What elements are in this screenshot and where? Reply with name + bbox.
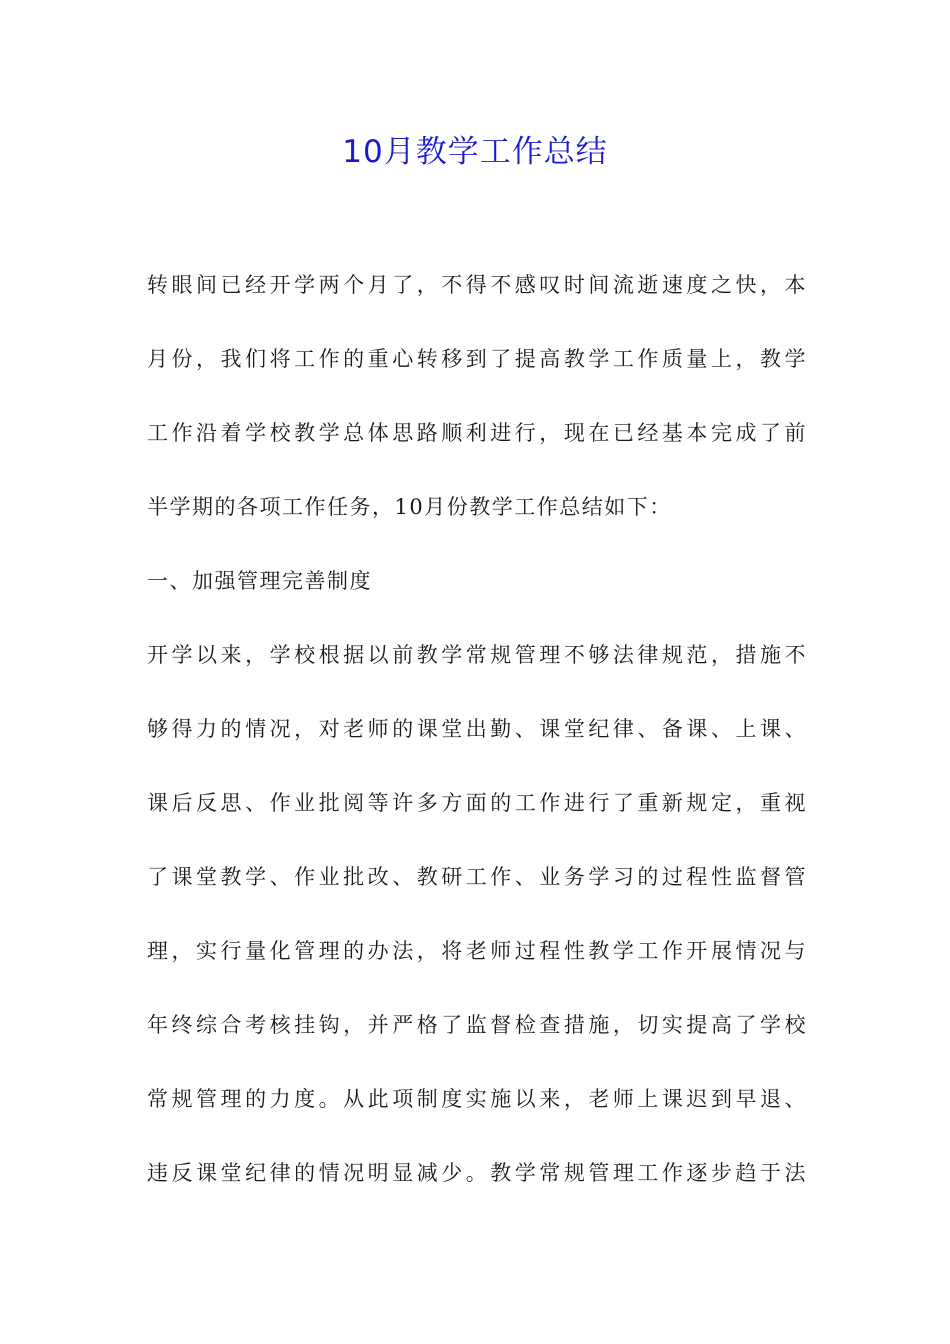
document-title: 10月教学工作总结: [342, 134, 608, 170]
body-line: 转眼间已经开学两个月了，不得不感叹时间流逝速度之快，本: [147, 273, 807, 297]
document-body: [147, 264, 807, 1226]
body-line: 月份，我们将工作的重心转移到了提高教学工作质量上，教学: [147, 347, 807, 371]
body-line: 常规管理的力度。从此项制度实施以来，老师上课迟到早退、: [147, 1087, 807, 1111]
body-line: 年终综合考核挂钩，并严格了监督检查措施，切实提高了学校: [147, 1013, 807, 1037]
body-line: 开学以来，学校根据以前教学常规管理不够法律规范，措施不: [147, 643, 807, 667]
body-line: 半学期的各项工作任务，10月份教学工作总结如下：: [147, 495, 672, 519]
body-line: 工作沿着学校教学总体思路顺利进行，现在已经基本完成了前: [147, 421, 807, 445]
body-line: 够得力的情况，对老师的课堂出勤、课堂纪律、备课、上课、: [147, 717, 807, 741]
body-line: 违反课堂纪律的情况明显减少。教学常规管理工作逐步趋于法: [147, 1161, 807, 1185]
body-line: 理，实行量化管理的办法，将老师过程性教学工作开展情况与: [147, 939, 807, 963]
body-line: 了课堂教学、作业批改、教研工作、业务学习的过程性监督管: [147, 865, 807, 889]
section-heading: 一、加强管理完善制度: [147, 569, 372, 593]
body-line: 课后反思、作业批阅等许多方面的工作进行了重新规定，重视: [147, 791, 807, 815]
